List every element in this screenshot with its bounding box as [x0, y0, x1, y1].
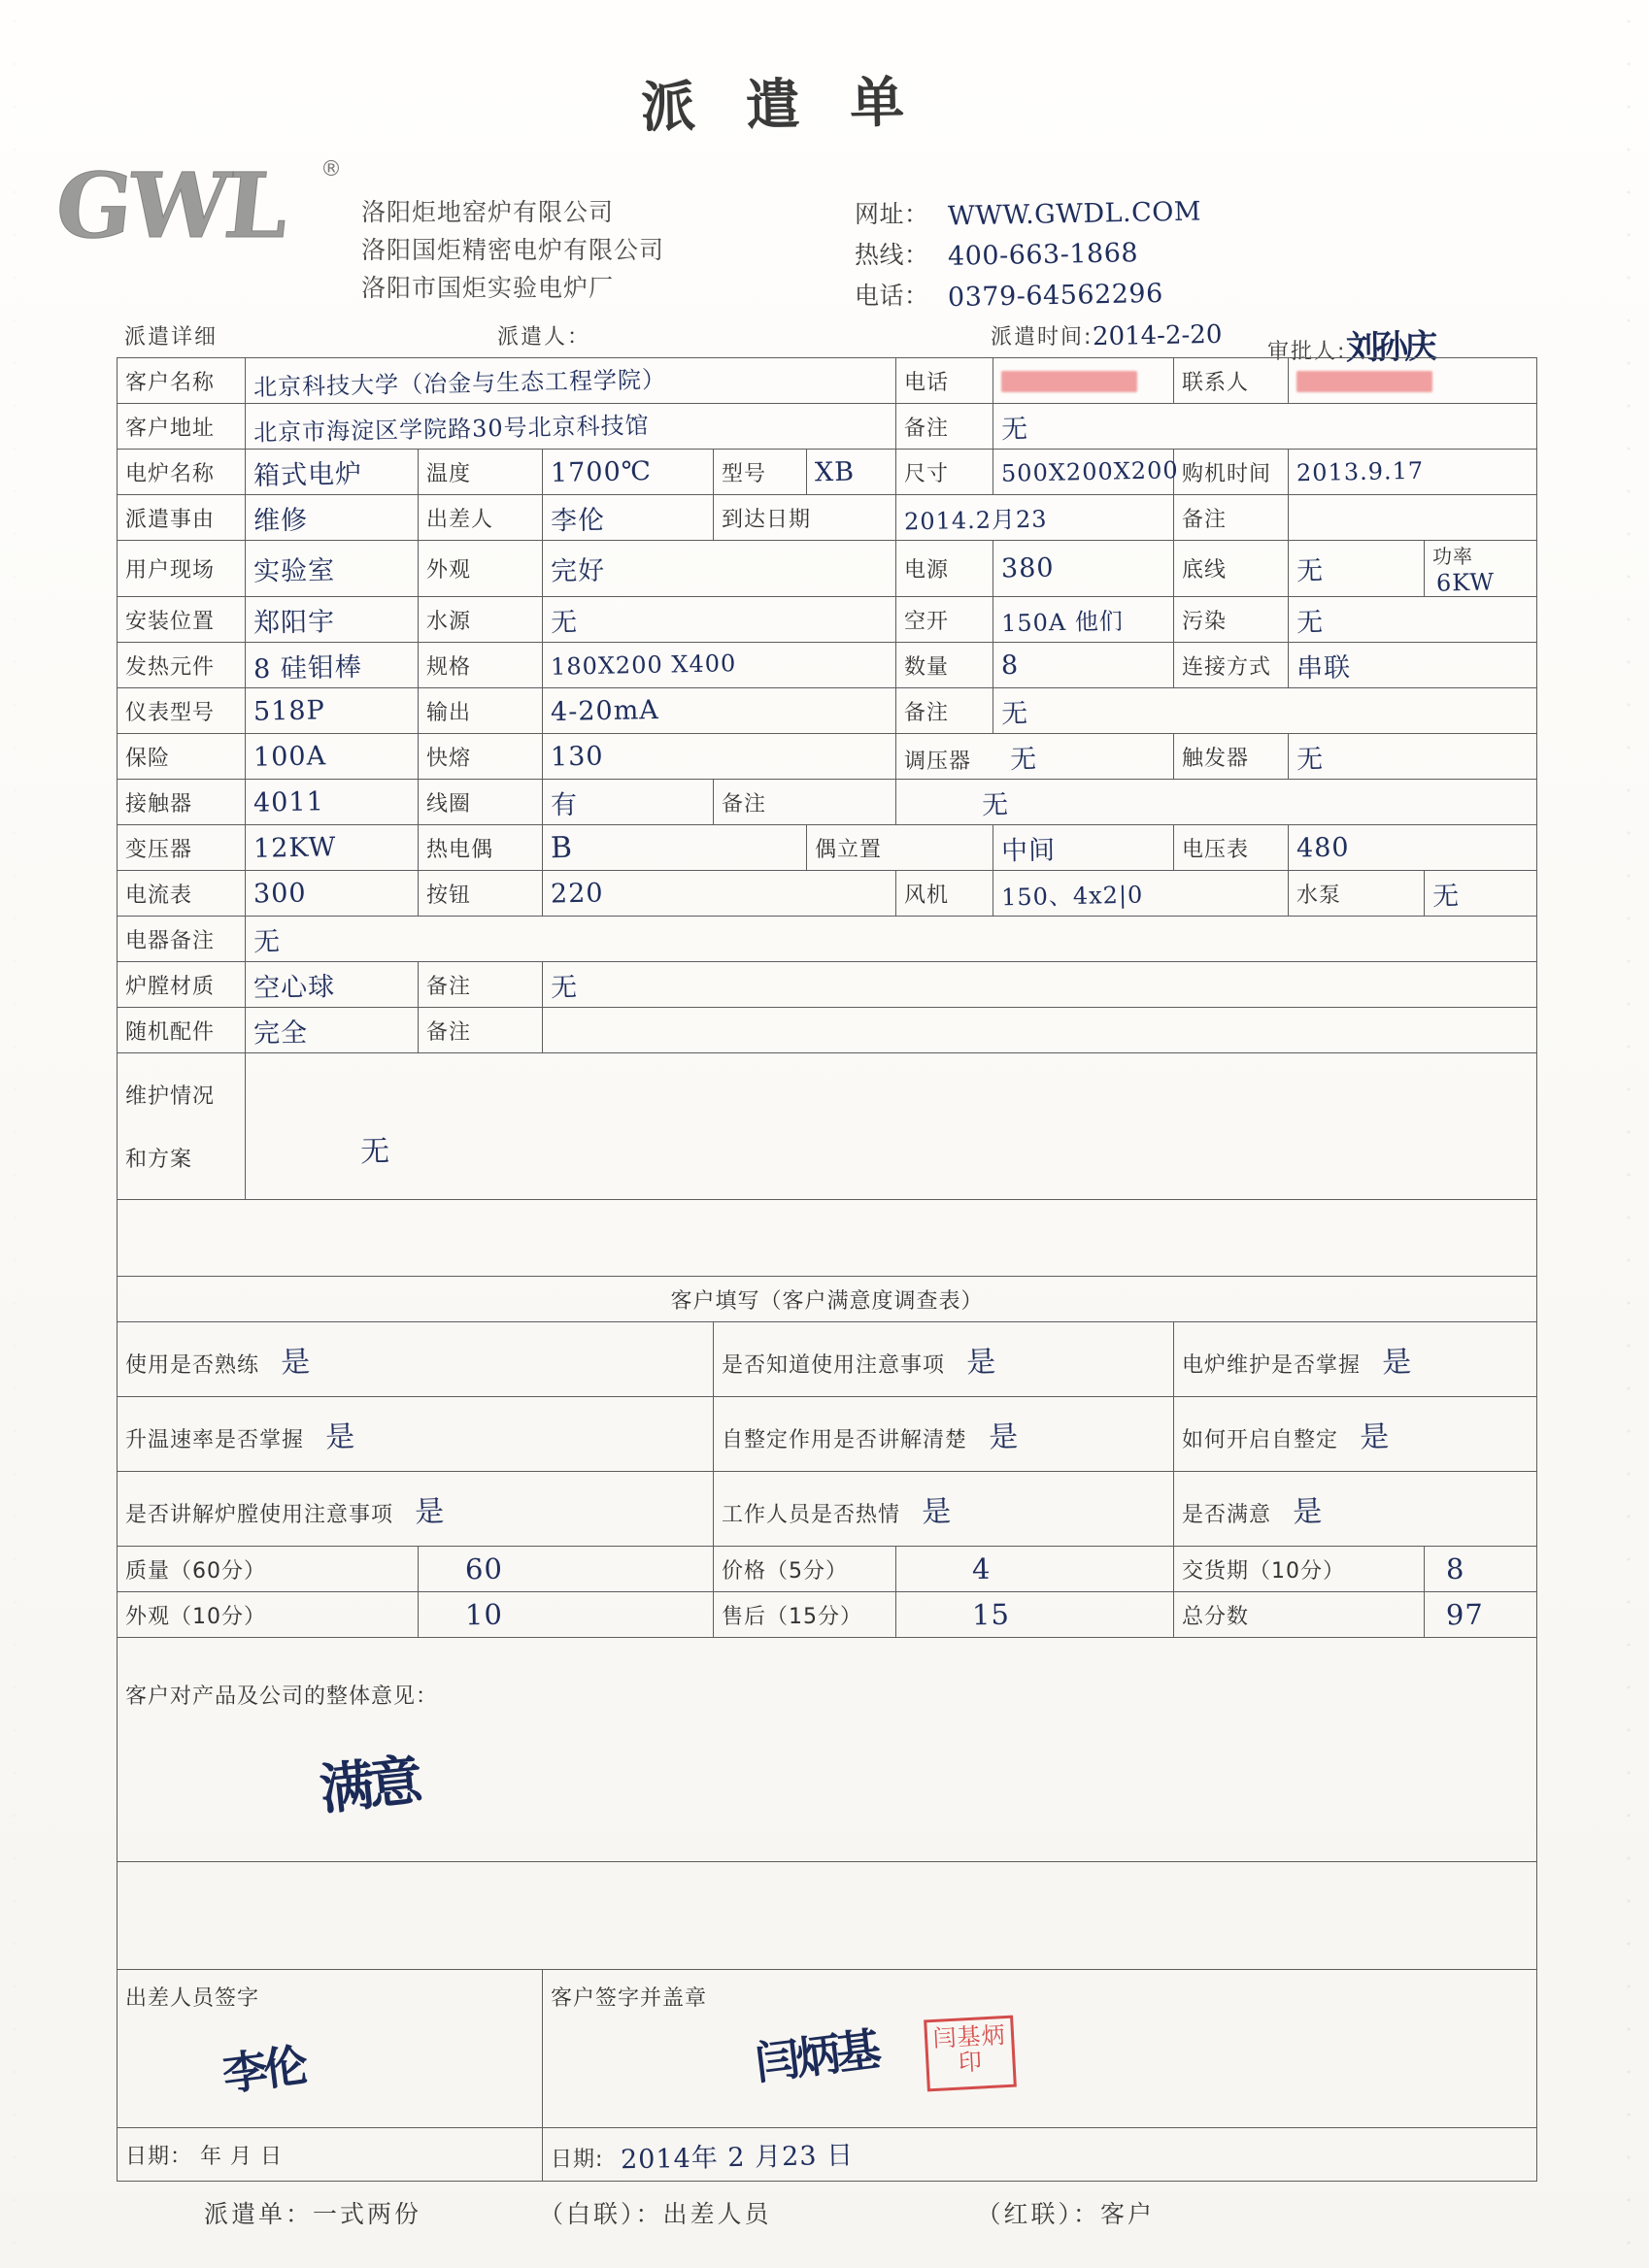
remark4-value: 无 — [981, 789, 1010, 820]
table-row — [118, 1638, 1537, 1862]
maintenance-label — [118, 1053, 246, 1200]
survey-q-0-label: 使用是否熟练 — [125, 1353, 260, 1378]
table-row — [118, 404, 1537, 450]
survey-q-5-label: 如何开启自整定 — [1182, 1428, 1339, 1452]
phone-redacted — [1001, 371, 1137, 392]
company-name-3: 洛阳市国炬实验电炉厂 — [361, 273, 615, 302]
remark4-label: 备注 — [714, 780, 896, 825]
dispatch-time-value: 2014-2-20 — [1093, 319, 1224, 352]
trigger-label: 触发器 — [1174, 734, 1289, 780]
table-row — [118, 358, 1537, 404]
survey-q-5-answer: 是 — [1359, 1419, 1391, 1455]
traveler-date-cell — [118, 2128, 543, 2182]
accessories-value: 完全 — [252, 1017, 309, 1050]
ground-cell — [1289, 541, 1425, 597]
meta-row — [117, 319, 1534, 368]
install-cell — [246, 597, 419, 643]
dispatcher-label: 派遣人： — [497, 325, 591, 350]
customer-address-label: 客户地址 — [118, 404, 246, 450]
score-2-value — [1425, 1547, 1537, 1592]
temp-label: 温度 — [419, 450, 543, 495]
perforation-right — [1624, 0, 1633, 2268]
appearance-cell — [543, 541, 896, 597]
score-1-value-text: 4 — [971, 1551, 992, 1586]
conn-label: 连接方式 — [1174, 643, 1289, 688]
spec-label: 规格 — [419, 643, 543, 688]
table-row — [118, 825, 1537, 871]
traveler-signature-label: 出差人员签字 — [125, 1986, 260, 2011]
size-label: 尺寸 — [896, 450, 993, 495]
temp-value: 1700℃ — [550, 455, 653, 488]
score-3-value — [419, 1592, 714, 1638]
lining-value: 空心球 — [252, 971, 336, 1004]
coil-cell — [543, 780, 714, 825]
contact-label-cell: 联系人 — [1174, 358, 1289, 404]
table-row — [118, 688, 1537, 734]
survey-q-0-answer: 是 — [280, 1345, 312, 1381]
score-0-value — [419, 1547, 714, 1592]
transformer-label: 变压器 — [118, 825, 246, 871]
phone-value: 0379-64562296 — [947, 278, 1164, 313]
site-value: 实验室 — [252, 555, 336, 587]
contactor-label: 接触器 — [118, 780, 246, 825]
footer — [117, 2195, 1536, 2230]
thermocouple-label: 热电偶 — [419, 825, 543, 871]
remark3-value: 无 — [1000, 698, 1029, 729]
opinion-label: 客户对产品及公司的整体意见： — [125, 1684, 439, 1709]
survey-q-4-label: 自整定作用是否讲解清楚 — [722, 1428, 968, 1452]
appearance-label: 外观 — [419, 541, 543, 597]
table-row — [118, 1397, 1537, 1472]
element-label: 发热元件 — [118, 643, 246, 688]
remark2-cell — [1289, 495, 1537, 541]
survey-q-6-label: 是否讲解炉膛使用注意事项 — [125, 1503, 394, 1527]
accessories-label: 随机配件 — [118, 1008, 246, 1053]
table-row — [118, 1547, 1537, 1592]
table-row — [118, 871, 1537, 917]
dispatch-detail-table — [117, 357, 1537, 2182]
power-label-text: 功率 — [1432, 545, 1474, 568]
remark1-cell — [993, 404, 1537, 450]
transformer-value: 12KW — [252, 831, 337, 864]
remark1-value: 无 — [1000, 414, 1029, 445]
approver-signature: 刘孙庆 — [1346, 327, 1434, 368]
ground-value: 无 — [1296, 555, 1325, 587]
table-row — [118, 917, 1537, 962]
temp-cell — [543, 450, 714, 495]
power-label — [1425, 541, 1537, 597]
powersrc-label: 电源 — [896, 541, 993, 597]
website-value: WWW.GWDL.COM — [947, 196, 1202, 232]
traveler-cell — [543, 495, 714, 541]
regulator-label — [896, 734, 1174, 780]
arrive-cell — [896, 495, 1174, 541]
table-row — [118, 541, 1537, 597]
fan-value: 150、4x2|0 — [1000, 881, 1144, 911]
accessories-cell — [246, 1008, 419, 1053]
opinion-value: 满意 — [317, 1748, 421, 1822]
site-cell — [246, 541, 419, 597]
table-row — [118, 2128, 1537, 2182]
score-5-value — [1425, 1592, 1537, 1638]
survey-q-2 — [1174, 1322, 1537, 1397]
score-5-label — [1174, 1592, 1425, 1638]
company-name-1: 洛阳炬地窑炉有限公司 — [361, 198, 615, 226]
score-2-value-text: 8 — [1445, 1551, 1465, 1586]
pump-value: 无 — [1431, 881, 1461, 912]
table-row — [118, 1200, 1537, 1277]
survey-q-4-answer: 是 — [988, 1419, 1020, 1455]
elec-remark-cell — [246, 917, 1537, 962]
elec-remark-value: 无 — [252, 926, 282, 957]
spec-value: 180X200 X400 — [550, 650, 737, 681]
voltmeter-cell — [1289, 825, 1537, 871]
water-cell — [543, 597, 896, 643]
score-0-label — [118, 1547, 419, 1592]
fuse-label: 保险 — [118, 734, 246, 780]
customer-address-cell — [246, 404, 896, 450]
score-5-label-text: 总分数 — [1182, 1604, 1250, 1629]
reason-value: 维修 — [252, 504, 309, 537]
size-cell — [993, 450, 1179, 495]
score-4-label — [714, 1592, 896, 1638]
customer-signature-value: 闫炳基 — [752, 2022, 881, 2090]
element-value: 8 硅钼棒 — [252, 651, 363, 684]
button-cell — [543, 871, 896, 917]
appearance-value: 完好 — [550, 555, 606, 587]
fan-label: 风机 — [896, 871, 993, 917]
score-3-value-text: 10 — [464, 1597, 504, 1632]
contact-redacted — [1296, 371, 1432, 392]
company-contacts — [855, 194, 1201, 317]
table-row — [118, 1322, 1537, 1397]
customer-name-value: 北京科技大学（冶金与生态工程学院） — [252, 365, 667, 401]
buytime-cell — [1289, 450, 1537, 495]
output-cell — [543, 688, 896, 734]
company-stamp: 闫基炳印 — [924, 2016, 1017, 2092]
table-row — [118, 734, 1537, 780]
remark3-cell — [993, 688, 1537, 734]
voltmeter-value: 480 — [1296, 831, 1350, 864]
score-3-label — [118, 1592, 419, 1638]
pollution-cell — [1289, 597, 1537, 643]
customer-date-value: 2014年 2 月23 日 — [621, 2140, 855, 2175]
fastfuse-label: 快熔 — [419, 734, 543, 780]
contactor-value: 4011 — [252, 785, 325, 818]
customer-signature-label: 客户签字并盖章 — [551, 1986, 708, 2011]
table-row — [118, 450, 1537, 495]
breaker-label: 空开 — [896, 597, 993, 643]
furnace-name-cell — [246, 450, 419, 495]
survey-q-0 — [118, 1322, 714, 1397]
survey-section-title: 客户填写（客户满意度调查表） — [118, 1277, 1537, 1322]
registered-mark-icon: ® — [320, 157, 342, 182]
traveler-signature-cell — [118, 1970, 543, 2128]
output-label: 输出 — [419, 688, 543, 734]
traveler-signature-value: 李伦 — [219, 2039, 308, 2101]
customer-date-label: 日期: — [551, 2147, 604, 2172]
regulator-value: 无 — [1009, 744, 1038, 775]
survey-q-1 — [714, 1322, 1174, 1397]
tcpos-cell — [993, 825, 1174, 871]
survey-q-2-answer: 是 — [1381, 1345, 1413, 1381]
fastfuse-cell — [543, 734, 896, 780]
remark4-cell — [896, 780, 1537, 825]
fuse-value: 100A — [252, 740, 327, 773]
survey-q-8-label: 是否满意 — [1182, 1503, 1272, 1527]
pump-label: 水泵 — [1289, 871, 1425, 917]
footer-right: （红联）：客户 — [976, 2200, 1155, 2228]
buytime-label: 购机时间 — [1174, 450, 1289, 495]
table-row — [118, 597, 1537, 643]
furnace-name-label: 电炉名称 — [118, 450, 246, 495]
score-4-label-text: 售后（15分） — [722, 1604, 862, 1629]
survey-q-1-answer: 是 — [965, 1345, 997, 1381]
opinion-spacer — [118, 1862, 1537, 1970]
remark5-label: 备注 — [419, 962, 543, 1008]
fastfuse-value: 130 — [550, 740, 604, 773]
table-row — [118, 1592, 1537, 1638]
powersrc-value: 380 — [1000, 552, 1055, 584]
remark3-label: 备注 — [896, 688, 993, 734]
score-3-label-text: 外观（10分） — [125, 1604, 266, 1629]
detail-label: 派遣详细 — [124, 325, 219, 350]
maintenance-spacer — [118, 1200, 1537, 1277]
hotline-value: 400-663-1868 — [947, 237, 1139, 272]
table-row — [118, 1277, 1537, 1322]
maintenance-label-line2: 和方案 — [125, 1148, 193, 1172]
remark6-cell — [543, 1008, 1537, 1053]
voltmeter-label: 电压表 — [1174, 825, 1289, 871]
reason-cell — [246, 495, 419, 541]
score-2-label — [1174, 1547, 1425, 1592]
breaker-cell — [993, 597, 1174, 643]
company-name-2: 洛阳国炬精密电炉有限公司 — [361, 235, 665, 264]
perforation-left — [10, 0, 19, 2268]
pump-cell — [1425, 871, 1537, 917]
opinion-cell — [118, 1638, 1537, 1862]
remark5-cell — [543, 962, 1537, 1008]
tcpos-label: 偶立置 — [807, 825, 993, 871]
breaker-value: 150A 他们 — [1000, 607, 1125, 637]
button-label: 按钮 — [419, 871, 543, 917]
traveler-label: 出差人 — [419, 495, 543, 541]
survey-q-8 — [1174, 1472, 1537, 1547]
customer-name-label: 客户名称 — [118, 358, 246, 404]
contactor-cell — [246, 780, 419, 825]
power-value: 6KW — [1435, 568, 1496, 597]
customer-date-cell — [543, 2128, 1537, 2182]
pollution-label: 污染 — [1174, 597, 1289, 643]
reason-label: 派遣事由 — [118, 495, 246, 541]
survey-q-6 — [118, 1472, 714, 1547]
model-label: 型号 — [714, 450, 807, 495]
score-4-value-text: 15 — [971, 1597, 1011, 1632]
coil-label: 线圈 — [419, 780, 543, 825]
meter-model-label: 仪表型号 — [118, 688, 246, 734]
conn-cell — [1289, 643, 1537, 688]
maintenance-value: 无 — [359, 1134, 391, 1170]
meter-model-value: 518P — [252, 694, 325, 727]
score-1-label — [714, 1547, 896, 1592]
contact-phone — [855, 276, 1201, 317]
model-cell — [807, 450, 896, 495]
survey-q-3-answer: 是 — [324, 1419, 356, 1455]
ammeter-cell — [246, 871, 419, 917]
customer-name-cell — [246, 358, 896, 404]
survey-q-3-label: 升温速率是否掌握 — [125, 1428, 305, 1452]
table-row — [118, 1053, 1537, 1200]
conn-value: 串联 — [1296, 651, 1352, 684]
survey-q-7-answer: 是 — [921, 1494, 953, 1530]
button-value: 220 — [550, 877, 604, 910]
traveler-date-label: 日期： 年 月 日 — [125, 2144, 283, 2169]
furnace-name-value: 箱式电炉 — [252, 458, 363, 491]
company-logo: GWL — [50, 153, 290, 258]
contact-value-cell — [1289, 358, 1537, 404]
install-label: 安装位置 — [118, 597, 246, 643]
website-label: 网址： — [855, 200, 929, 228]
ammeter-label: 电流表 — [118, 871, 246, 917]
survey-q-8-answer: 是 — [1292, 1494, 1324, 1530]
transformer-cell — [246, 825, 419, 871]
traveler-value: 李伦 — [550, 504, 606, 537]
qty-value: 8 — [1000, 650, 1020, 681]
pollution-value: 无 — [1296, 607, 1325, 638]
score-1-label-text: 价格（5分） — [722, 1558, 848, 1584]
survey-q-3 — [118, 1397, 714, 1472]
buytime-value: 2013.9.17 — [1296, 456, 1425, 487]
coil-value: 有 — [550, 789, 579, 820]
meter-model-cell — [246, 688, 419, 734]
customer-address-value: 北京市海淀区学院路30号北京科技馆 — [252, 411, 650, 447]
maintenance-cell — [246, 1053, 1537, 1200]
thermocouple-cell — [543, 825, 807, 871]
table-row — [118, 962, 1537, 1008]
score-4-value — [896, 1592, 1174, 1638]
survey-q-5 — [1174, 1397, 1537, 1472]
contact-hotline — [855, 235, 1201, 276]
survey-q-7 — [714, 1472, 1174, 1547]
score-2-label-text: 交货期（10分） — [1182, 1558, 1346, 1584]
score-0-value-text: 60 — [464, 1551, 504, 1586]
document-header — [0, 39, 1649, 313]
approver: 审批人:刘孙庆 — [1267, 320, 1433, 368]
remark1-label: 备注 — [896, 404, 993, 450]
qty-label: 数量 — [896, 643, 993, 688]
footer-middle: （白联）：出差人员 — [538, 2200, 772, 2228]
table-row — [118, 495, 1537, 541]
customer-signature-cell — [543, 1970, 1537, 2128]
phone-label: 电话： — [855, 281, 929, 310]
table-row — [118, 1862, 1537, 1970]
contact-website — [855, 194, 1201, 235]
arrive-value: 2014.2月23 — [903, 505, 1048, 535]
phone-label-cell: 电话 — [896, 358, 993, 404]
table-row — [118, 1970, 1537, 2128]
output-value: 4-20mA — [550, 694, 660, 727]
spec-cell — [543, 643, 896, 688]
score-5-value-text: 97 — [1445, 1597, 1485, 1632]
survey-q-7-label: 工作人员是否热情 — [722, 1503, 901, 1527]
table-row — [118, 1008, 1537, 1053]
lining-label: 炉膛材质 — [118, 962, 246, 1008]
model-value: XB — [814, 456, 856, 487]
table-row — [118, 780, 1537, 825]
element-cell — [246, 643, 419, 688]
regulator-label-text: 调压器 — [904, 749, 972, 774]
survey-q-4 — [714, 1397, 1174, 1472]
powersrc-cell — [993, 541, 1174, 597]
lining-cell — [246, 962, 419, 1008]
trigger-cell — [1289, 734, 1537, 780]
install-value: 郑阳宇 — [252, 606, 336, 639]
footer-left: 派遣单：一式两份 — [204, 2200, 422, 2228]
score-0-label-text: 质量（60分） — [125, 1558, 266, 1584]
phone-value-cell — [993, 358, 1174, 404]
dispatch-time: 派遣时间:2014-2-20 — [991, 319, 1224, 352]
arrive-label: 到达日期 — [714, 495, 896, 541]
thermocouple-value: B — [550, 830, 574, 865]
ground-label: 底线 — [1174, 541, 1289, 597]
ammeter-value: 300 — [252, 877, 307, 910]
survey-q-6-answer: 是 — [414, 1494, 446, 1530]
fan-cell — [993, 871, 1289, 917]
elec-remark-label: 电器备注 — [118, 917, 246, 962]
qty-cell — [993, 643, 1174, 688]
score-1-value — [896, 1547, 1174, 1592]
remark2-label: 备注 — [1174, 495, 1289, 541]
size-value: 500X200X200 — [1000, 456, 1179, 487]
table-row — [118, 643, 1537, 688]
water-label: 水源 — [419, 597, 543, 643]
page-title: 派 遣 单 — [640, 70, 921, 140]
survey-q-1-label: 是否知道使用注意事项 — [722, 1353, 946, 1378]
site-label: 用户现场 — [118, 541, 246, 597]
maintenance-label-line1: 维护情况 — [125, 1084, 216, 1109]
remark6-label: 备注 — [419, 1008, 543, 1053]
survey-q-2-label: 电炉维护是否掌握 — [1182, 1353, 1362, 1378]
tcpos-value: 中间 — [1000, 834, 1057, 867]
table-row — [118, 1472, 1537, 1547]
company-names — [361, 194, 664, 307]
remark5-value: 无 — [550, 972, 579, 1003]
hotline-label: 热线： — [855, 240, 929, 269]
water-value: 无 — [550, 607, 579, 638]
fuse-cell — [246, 734, 419, 780]
trigger-value: 无 — [1296, 744, 1325, 775]
